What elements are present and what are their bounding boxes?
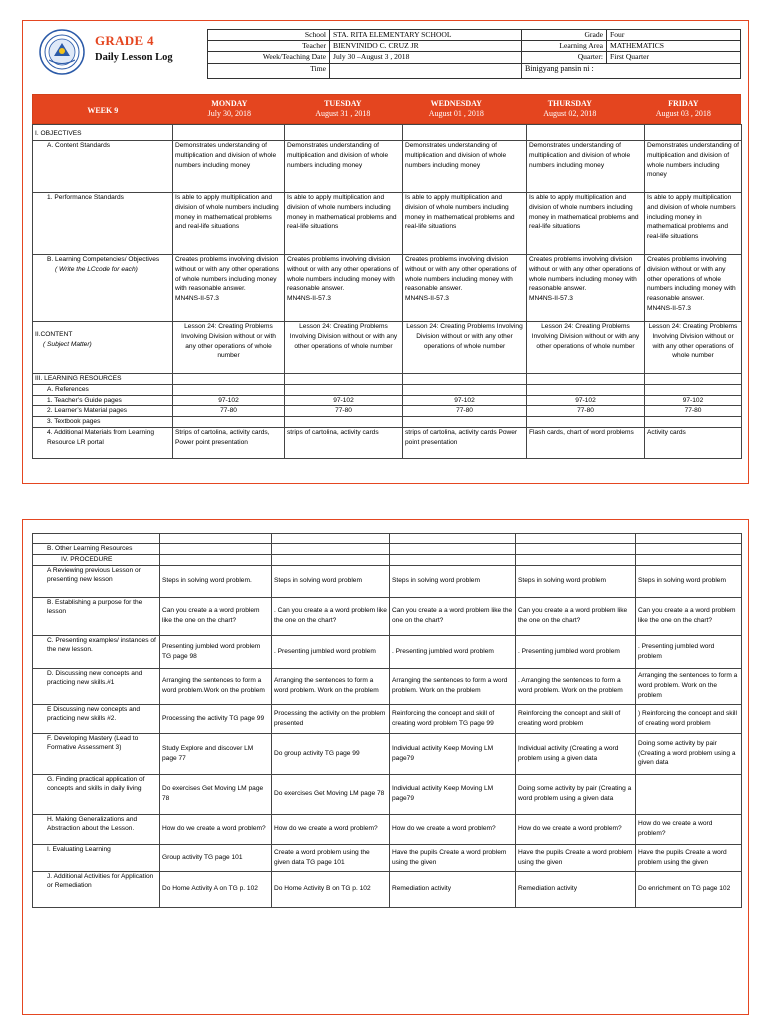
procedure-row xyxy=(33,668,742,704)
tg-pages-wed: 97-102 xyxy=(403,395,527,406)
time-value xyxy=(330,63,522,78)
procedure-row xyxy=(33,565,742,597)
procedure-cell-fri: Have the pupils Create a word problem using the given xyxy=(636,844,742,871)
content-standards-thu: Demonstrates understanding of multiplication and division of whole numbers including money xyxy=(527,141,645,193)
procedure-cell-thu: Remediation activity xyxy=(516,871,636,907)
procedure-label: A Reviewing previous Lesson or presenting new lesson xyxy=(33,565,160,597)
materials-fri: Activity cards xyxy=(645,427,742,458)
competency-mon: Creates problems involving division without or with any other operations of whole numbers including money with reasonable answer. MN4NS-II-57.3 xyxy=(173,255,285,322)
teacher-value: BIENVINIDO C. CRUZ JR xyxy=(330,41,522,52)
procedure-cell-thu: How do we create a word problem? xyxy=(516,814,636,844)
procedure-cell-tue: Steps in solving word problem xyxy=(272,565,390,597)
procedure-cell-fri: Can you create a a word problem like the one on the chart? xyxy=(636,597,742,635)
procedure-heading: IV. PROCEDURE xyxy=(33,554,160,565)
daily-lesson-log-title: Daily Lesson Log xyxy=(95,52,173,63)
procedure-cell-tue: Create a word problem using the given data TG page 101 xyxy=(272,844,390,871)
procedure-cell-fri: Doing some activity by pair (Creating a word problem using a given data xyxy=(636,733,742,774)
content-wed: Lesson 24: Creating Problems Involving Division without or with any other operations of whole number xyxy=(403,322,527,374)
materials-tue: strips of cartolina, activity cards xyxy=(285,427,403,458)
procedure-cell-wed: Remediation activity xyxy=(390,871,516,907)
procedure-cell-wed: Steps in solving word problem xyxy=(390,565,516,597)
procedure-cell-mon: Study Explore and discover LM page 77 xyxy=(160,733,272,774)
binigyang-pansin-label: Binigyang pansin ni : xyxy=(522,63,741,78)
procedure-cell-tue: Do Home Activity B on TG p. 102 xyxy=(272,871,390,907)
competency-thu: Creates problems involving division without or with any other operations of whole numbers including money with reasonable answer. MN4NS-II-57.3 xyxy=(527,255,645,322)
procedure-cell-mon: Do Home Activity A on TG p. 102 xyxy=(160,871,272,907)
procedure-row xyxy=(33,704,742,733)
deped-seal-icon xyxy=(39,29,85,75)
procedure-label: C. Presenting examples/ instances of the new lesson. xyxy=(33,635,160,668)
procedure-label: F. Developing Mastery (Lead to Formative Assessment 3) xyxy=(33,733,160,774)
grade-value: Four xyxy=(607,30,741,41)
references-label: A. References xyxy=(33,384,173,395)
teachers-guide-label: 1. Teacher’s Guide pages xyxy=(33,395,173,406)
textbook-pages-label: 3. Textbook pages xyxy=(33,417,173,428)
procedure-cell-wed: How do we create a word problem? xyxy=(390,814,516,844)
procedure-cell-fri: . Presenting jumbled word problem xyxy=(636,635,742,668)
procedure-cell-thu: . Presenting jumbled word problem xyxy=(516,635,636,668)
procedure-row xyxy=(33,733,742,774)
lm-pages-thu: 77-80 xyxy=(527,406,645,417)
procedure-label: H. Making Generalizations and Abstraction about the Lesson. xyxy=(33,814,160,844)
content-fri: Lesson 24: Creating Problems Involving Division without or with any other operations of whole number xyxy=(645,322,742,374)
procedure-label: E Discussing new concepts and practicing new skills #2. xyxy=(33,704,160,733)
grade-title: GRADE 4 xyxy=(95,33,154,48)
procedure-row xyxy=(33,774,742,814)
procedure-cell-thu: . Arranging the sentences to form a word problem. Work on the problem xyxy=(516,668,636,704)
lm-pages-fri: 77-80 xyxy=(645,406,742,417)
teacher-label: Teacher xyxy=(208,41,330,52)
materials-mon: Strips of cartolina, activity cards, Power point presentation xyxy=(173,427,285,458)
procedure-row xyxy=(33,597,742,635)
additional-materials-label: 4. Additional Materials from Learning Resource LR portal xyxy=(33,427,173,458)
procedure-row xyxy=(33,871,742,907)
procedure-cell-tue: Do exercises Get Moving LM page 78 xyxy=(272,774,390,814)
time-label: Time xyxy=(208,63,330,78)
procedure-cell-mon: Steps in solving word problem. xyxy=(160,565,272,597)
content-standards-wed: Demonstrates understanding of multiplication and division of whole numbers including money xyxy=(403,141,527,193)
day-friday: FRIDAY August 03 , 2018 xyxy=(655,99,711,118)
procedure-cell-tue: . Can you create a a word problem like the one on the chart? xyxy=(272,597,390,635)
content-mon: Lesson 24: Creating Problems Involving Division without or with any other operations of whole number xyxy=(173,322,285,374)
tg-pages-mon: 97-102 xyxy=(173,395,285,406)
procedure-cell-mon: Can you create a a word problem like the one on the chart? xyxy=(160,597,272,635)
procedure-cell-fri: Do enrichment on TG page 102 xyxy=(636,871,742,907)
quarter-value: First Quarter xyxy=(607,52,741,63)
lesson-log-page-1 xyxy=(22,20,749,484)
competency-wed: Creates problems involving division without or with any other operations of whole numbers including money with reasonable answer. MN4NS-II-57.3 xyxy=(403,255,527,322)
procedure-cell-mon: Do exercises Get Moving LM page 78 xyxy=(160,774,272,814)
objectives-heading: I. OBJECTIVES xyxy=(33,125,173,141)
procedure-cell-mon: Presenting jumbled word problem TG page 98 xyxy=(160,635,272,668)
procedure-cell-tue: How do we create a word problem? xyxy=(272,814,390,844)
procedure-cell-thu: Doing some activity by pair (Creating a word problem using a given data xyxy=(516,774,636,814)
procedure-label: D. Discussing new concepts and practicing new skills.#1 xyxy=(33,668,160,704)
content-standards-mon: Demonstrates understanding of multiplication and division of whole numbers including money xyxy=(173,141,285,193)
procedure-cell-thu: Can you create a a word problem like the one on the chart? xyxy=(516,597,636,635)
procedure-cell-wed: . Presenting jumbled word problem xyxy=(390,635,516,668)
procedure-cell-mon: Group activity TG page 101 xyxy=(160,844,272,871)
content-standards-label: A. Content Standards xyxy=(33,141,173,193)
procedure-row xyxy=(33,814,742,844)
performance-standards-mon: Is able to apply multiplication and division of whole numbers including money in mathematical problems and real-life situations xyxy=(173,193,285,255)
procedure-cell-thu: Steps in solving word problem xyxy=(516,565,636,597)
learning-area-label: Learning Area xyxy=(522,41,607,52)
procedure-cell-thu: Have the pupils Create a word problem using the given xyxy=(516,844,636,871)
learning-resources-heading: III. LEARNING RESOURCES xyxy=(33,374,173,385)
tg-pages-fri: 97-102 xyxy=(645,395,742,406)
procedure-cell-wed: Arranging the sentences to form a word problem. Work on the problem xyxy=(390,668,516,704)
procedure-cell-mon: How do we create a word problem? xyxy=(160,814,272,844)
performance-standards-fri: Is able to apply multiplication and division of whole numbers including money in mathematical problems and real-life situations xyxy=(645,193,742,255)
procedure-cell-mon: Processing the activity TG page 99 xyxy=(160,704,272,733)
day-monday: MONDAY July 30, 2018 xyxy=(207,99,252,118)
tg-pages-thu: 97-102 xyxy=(527,395,645,406)
procedure-cell-wed: Reinforcing the concept and skill of creating word problem TG page 99 xyxy=(390,704,516,733)
school-label: School xyxy=(208,30,330,41)
procedure-cell-wed: Have the pupils Create a word problem using the given xyxy=(390,844,516,871)
procedure-cell-fri: ) Reinforcing the concept and skill of creating word problem xyxy=(636,704,742,733)
performance-standards-wed: Is able to apply multiplication and division of whole numbers including money in mathematical problems and real-life situations xyxy=(403,193,527,255)
content-standards-tue: Demonstrates understanding of multiplication and division of whole numbers including money xyxy=(285,141,403,193)
performance-standards-thu: Is able to apply multiplication and division of whole numbers including money in mathematical problems and real-life situations xyxy=(527,193,645,255)
procedure-cell-tue: Processing the activity on the problem presented xyxy=(272,704,390,733)
procedure-row xyxy=(33,844,742,871)
objectives-table xyxy=(32,124,742,459)
procedure-cell-tue: Do group activity TG page 99 xyxy=(272,733,390,774)
lm-pages-tue: 77-80 xyxy=(285,406,403,417)
procedure-table xyxy=(32,533,742,908)
procedure-cell-thu: Individual activity (Creating a word problem using a given data xyxy=(516,733,636,774)
competency-tue: Creates problems involving division without or with any other operations of whole numbers including money with reasonable answer. MN4NS-II-57.3 xyxy=(285,255,403,322)
quarter-label: Quarter: xyxy=(522,52,607,63)
day-wednesday: WEDNESDAY August 01 , 2018 xyxy=(428,99,484,118)
procedure-cell-tue: Arranging the sentences to form a word problem. Work on the problem xyxy=(272,668,390,704)
week-value: July 30 –August 3 , 2018 xyxy=(330,52,522,63)
performance-standards-tue: Is able to apply multiplication and division of whole numbers including money in mathematical problems and real-life situations xyxy=(285,193,403,255)
performance-standards-label: 1. Performance Standards xyxy=(33,193,173,255)
procedure-label: G. Finding practical application of concepts and skills in daily living xyxy=(33,774,160,814)
grade-label: Grade xyxy=(522,30,607,41)
header-table xyxy=(207,29,741,79)
lm-pages-mon: 77-80 xyxy=(173,406,285,417)
content-standards-fri: Demonstrates understanding of multiplication and division of whole numbers including money xyxy=(645,141,742,193)
procedure-cell-fri: How do we create a word problem? xyxy=(636,814,742,844)
content-thu: Lesson 24: Creating Problems Involving Division without or with any other operations of whole number xyxy=(527,322,645,374)
learners-material-label: 2. Learner’s Material pages xyxy=(33,406,173,417)
procedure-row xyxy=(33,635,742,668)
school-value: STA. RITA ELEMENTARY SCHOOL xyxy=(330,30,522,41)
week-day-bar xyxy=(32,94,741,124)
procedure-cell-fri: Arranging the sentences to form a word problem. Work on the problem xyxy=(636,668,742,704)
procedure-cell-tue: . Presenting jumbled word problem xyxy=(272,635,390,668)
materials-thu: Flash cards, chart of word problems xyxy=(527,427,645,458)
procedure-label: B. Establishing a purpose for the lesson xyxy=(33,597,160,635)
procedure-label: I. Evaluating Learning xyxy=(33,844,160,871)
procedure-label: J. Additional Activities for Application or Remediation xyxy=(33,871,160,907)
lesson-log-page-2 xyxy=(22,519,749,1015)
content-tue: Lesson 24: Creating Problems Involving Division without or with any other operations of whole number xyxy=(285,322,403,374)
procedure-cell-fri: Steps in solving word problem xyxy=(636,565,742,597)
procedure-cell-mon: Arranging the sentences to form a word problem.Work on the problem xyxy=(160,668,272,704)
learning-competencies-label: B. Learning Competencies/ Objectives ( Write the LCcode for each) xyxy=(33,255,173,322)
day-thursday: THURSDAY August 02, 2018 xyxy=(543,99,597,118)
week-number: WEEK 9 xyxy=(87,106,119,115)
learning-area-value: MATHEMATICS xyxy=(607,41,741,52)
day-tuesday: TUESDAY August 31 , 2018 xyxy=(315,99,371,118)
procedure-cell-thu: Reinforcing the concept and skill of creating word problem xyxy=(516,704,636,733)
procedure-cell-fri xyxy=(636,774,742,814)
content-label: II.CONTENT ( Subject Matter) xyxy=(33,322,173,374)
tg-pages-tue: 97-102 xyxy=(285,395,403,406)
other-learning-resources-label: B. Other Learning Resources xyxy=(33,544,160,555)
procedure-cell-wed: Individual activity Keep Moving LM page79 xyxy=(390,774,516,814)
procedure-cell-wed: Can you create a a word problem like the one on the chart? xyxy=(390,597,516,635)
procedure-cell-wed: Individual activity Keep Moving LM page79 xyxy=(390,733,516,774)
lm-pages-wed: 77-80 xyxy=(403,406,527,417)
competency-fri: Creates problems involving division without or with any other operations of whole numbers including money with reasonable answer. MN4NS-II-57.3 xyxy=(645,255,742,322)
week-label: Week/Teaching Date xyxy=(208,52,330,63)
materials-wed: strips of cartolina, activity cards Power point presentation xyxy=(403,427,527,458)
